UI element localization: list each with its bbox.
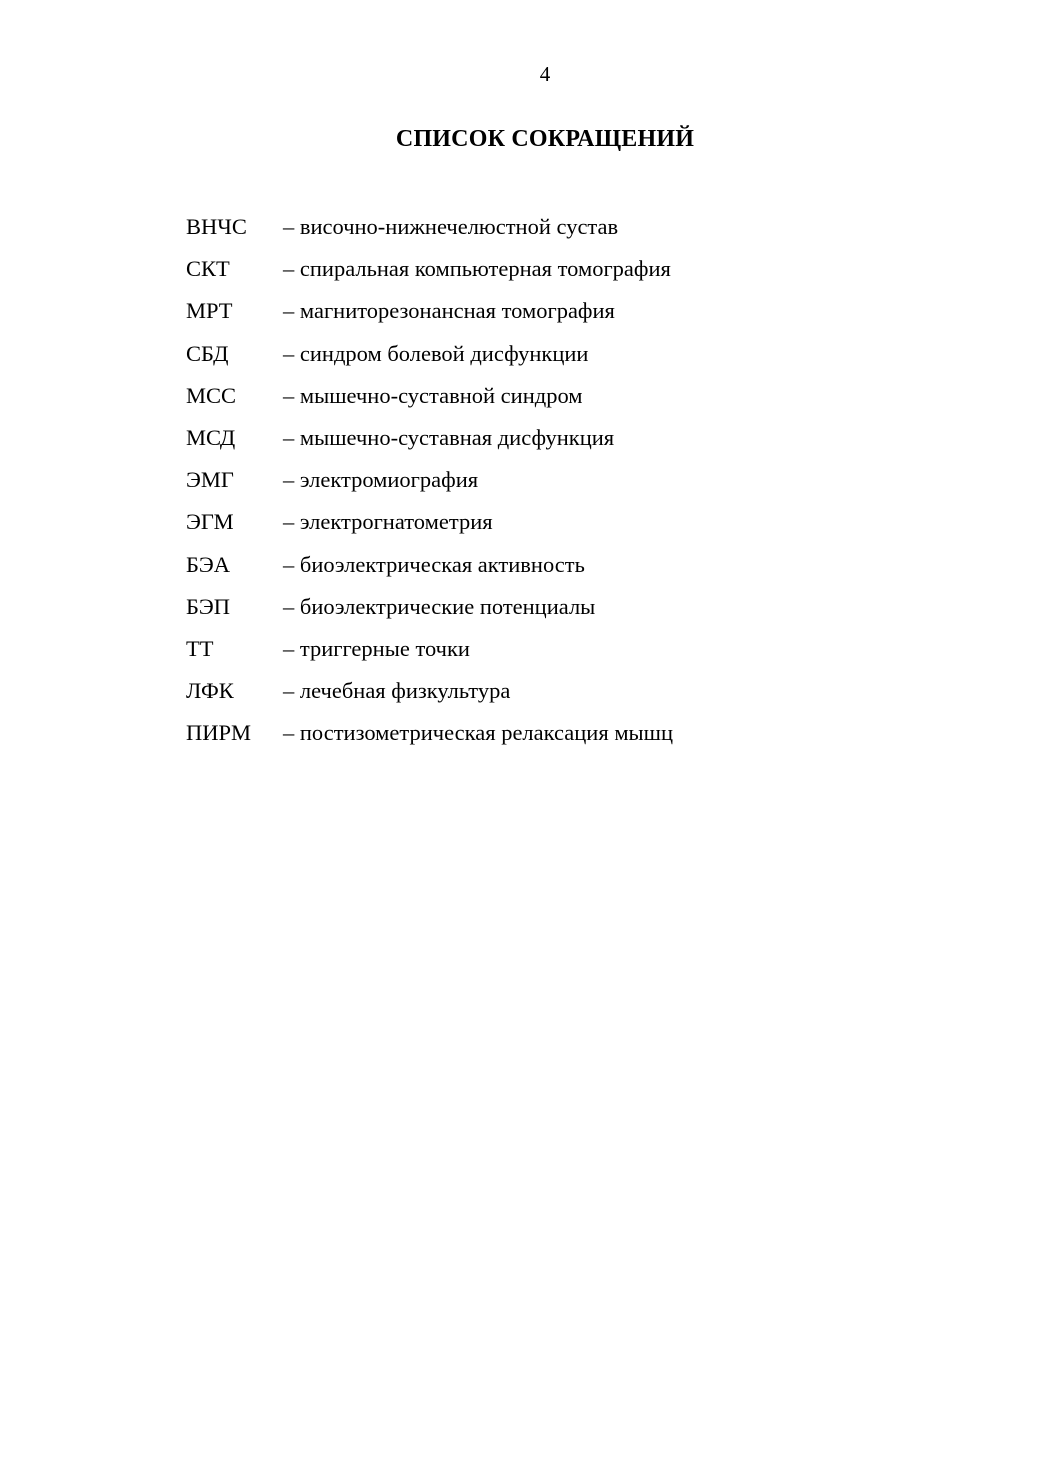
abbreviation-code: ЭМГ xyxy=(186,467,234,493)
abbreviation-description: – мышечно-суставной синдром xyxy=(283,382,583,408)
abbreviation-description: – триггерные точки xyxy=(283,635,470,661)
abbreviation-code: ВНЧС xyxy=(186,214,247,240)
list-item xyxy=(186,206,886,248)
abbreviation-code: МРТ xyxy=(186,298,233,324)
list-item xyxy=(186,290,886,332)
list-item xyxy=(186,248,886,290)
abbreviation-description: – магниторезонансная томография xyxy=(283,298,615,324)
list-item xyxy=(186,586,886,628)
abbreviation-code: МСС xyxy=(186,382,237,408)
abbreviation-code: БЭП xyxy=(186,593,231,619)
abbreviation-code: ПИРМ xyxy=(186,720,252,746)
list-item xyxy=(186,417,886,459)
list-item xyxy=(186,501,886,543)
abbreviation-description: – постизометрическая релаксация мышц xyxy=(283,720,674,746)
list-item xyxy=(186,544,886,586)
abbreviation-list xyxy=(186,206,886,754)
list-item xyxy=(186,375,886,417)
abbreviation-code: ЛФК xyxy=(186,678,234,704)
abbreviation-description: – височно-нижнечелюстной сустав xyxy=(283,214,619,240)
abbreviation-code: ЭГМ xyxy=(186,509,234,535)
abbreviation-description: – лечебная физкультура xyxy=(283,678,511,704)
abbreviation-code: ТТ xyxy=(186,635,214,661)
abbreviation-description: – электромиография xyxy=(283,467,479,493)
list-item xyxy=(186,628,886,670)
abbreviation-code: СБД xyxy=(186,340,229,366)
abbreviation-code: СКТ xyxy=(186,256,230,282)
abbreviation-description: – биоэлектрическая активность xyxy=(283,551,585,577)
abbreviation-code: БЭА xyxy=(186,551,231,577)
page-number: 4 xyxy=(539,62,551,86)
abbreviation-description: – электрогнатометрия xyxy=(283,509,493,535)
list-item xyxy=(186,670,886,712)
abbreviation-code: МСД xyxy=(186,425,236,451)
abbreviation-description: – синдром болевой дисфункции xyxy=(283,340,589,366)
page-title: СПИСОК СОКРАЩЕНИЙ xyxy=(395,126,695,152)
list-item xyxy=(186,459,886,501)
list-item xyxy=(186,333,886,375)
abbreviation-description: – биоэлектрические потенциалы xyxy=(283,593,596,619)
abbreviation-description: – мышечно-суставная дисфункция xyxy=(283,425,615,451)
list-item xyxy=(186,712,886,754)
abbreviation-description: – спиральная компьютерная томография xyxy=(283,256,671,282)
